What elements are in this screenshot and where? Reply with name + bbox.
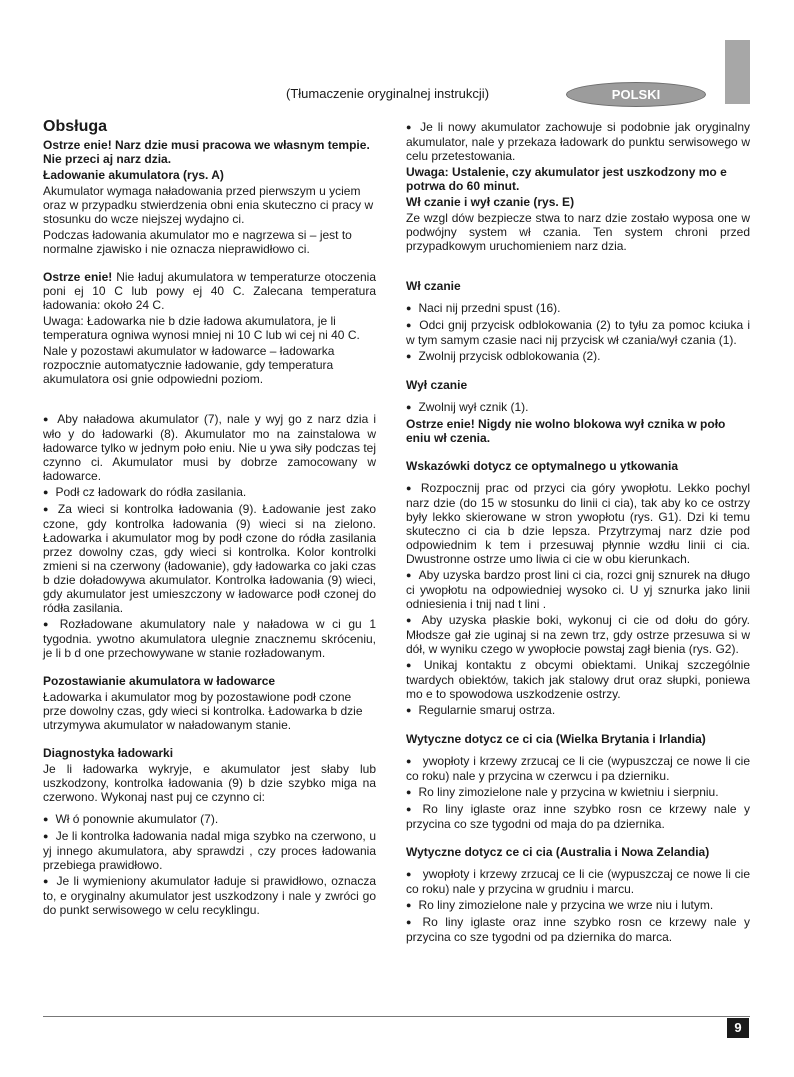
au-guidelines-heading: Wytyczne dotycz ce ci cia (Australia i Nowa Zelandia) bbox=[406, 845, 710, 859]
section-title: Obsługa bbox=[43, 118, 108, 135]
list-item: ● Za wieci si kontrolka ładowania (9). Ładowanie jest zako czone, gdy kontrolka ładowania (9) wieci si na zielono. Ładowarka i akumulator mog by podł czone do ródła zasilania przez dowolny czas, gdy wieci si kontrolka. Kolor kontrolki zmieni si na czerwony (ładowanie), gdy ładowarka co jaki czas b dzie doładowywa akumulator. Kontrolka ładowania (9) wieci, gdy akumulator jest umieszczony w ładowarce podł czonej do ródła zasilania. bbox=[43, 502, 376, 615]
list-item: ● Regularnie smaruj ostrza. bbox=[406, 703, 750, 718]
warning-body: Nie ładuj akumulatora w temperaturze otoczenia poni ej 10 C lub powy ej 40 C. Zalecana temperatura ładowania: około 24 C. bbox=[43, 270, 376, 312]
switch-heading: Wł czanie i wył czanie (rys. E) bbox=[406, 195, 575, 209]
list-item: ● Aby naładowa akumulator (7), nale y wyj go z narz dzia i wło y do ładowarki (8). Akumulator mo na zainstalowa w ładowarce tylko w jednym poło eniu. Nie u ywa siły podczas tej czynno ci. Akumulator musi by dobrze zamocowany w ładowarce. bbox=[43, 412, 376, 483]
warning-text: Ostrze enie! Nigdy nie wolno blokowa wył cznika w poło eniu wł czenia. bbox=[406, 417, 726, 445]
charger-leave-text: Nale y pozostawi akumulator w ładowarce – ładowarka rozpocznie automatycznie ładowanie, gdy temperatura akumulatora osi gnie odpowiedni poziom. bbox=[43, 344, 335, 386]
list-item: ● Wł ó ponownie akumulator (7). bbox=[43, 812, 376, 827]
warning-text: Uwaga: Ustalenie, czy akumulator jest uszkodzony mo e potrwa do 60 minut. bbox=[406, 165, 727, 193]
list-item: ● ywopłoty i krzewy zrzucaj ce li cie (wypuszczaj ce nowe li cie co roku) nale y przycina w grudniu i marcu. bbox=[406, 867, 750, 896]
charging-paragraph: Akumulator wymaga naładowania przed pierwszym u yciem oraz w przypadku stwierdzenia obni enia skuteczno ci pracy w stosunku do wcze niejszej wydajno ci. bbox=[43, 184, 374, 226]
charging-paragraph: Podczas ładowania akumulator mo e nagrzewa si – jest to normalne zjawisko i nie oznacza nieprawidłowo ci. bbox=[43, 228, 352, 256]
list-item: ● Naci nij przedni spust (16). bbox=[406, 301, 750, 316]
note-text: Uwaga: Ładowarka nie b dzie ładowa akumulatora, je li temperatura ogniwa wynosi mniej ni 10 C lub wi cej ni 40 C. bbox=[43, 314, 360, 342]
list-item: ● Ro liny iglaste oraz inne szybko rosn ce krzewy nale y przycina co sze tygodni od pa dziernika do marca. bbox=[406, 915, 750, 944]
list-item: ● Zwolnij wył cznik (1). bbox=[406, 400, 750, 415]
list-item: ● Aby uzyska bardzo prost lini ci cia, rozci gnij sznurek na długo ci ywopłotu na odpowiedniej wysoko ci. U yj sznurka jako linii odniesienia i tnij nad t lini . bbox=[406, 568, 750, 611]
charging-heading: Ładowanie akumulatora (rys. A) bbox=[43, 168, 224, 182]
list-item: ● Unikaj kontaktu z obcymi obiektami. Unikaj szczególnie twardych obiektów, takich jak stalowy drut oraz słupki, poniewa mo e to spowodowa uszkodzenie ostrzy. bbox=[406, 658, 750, 701]
list-item: ● ywopłoty i krzewy zrzucaj ce li cie (wypuszczaj ce nowe li cie co roku) nale y przycina w czerwcu i pa dzierniku. bbox=[406, 754, 750, 783]
list-item: ● Ro liny iglaste oraz inne szybko rosn ce krzewy nale y przycina co sze tygodni od maja do pa dziernika. bbox=[406, 802, 750, 831]
list-item: ● Je li kontrolka ładowania nadal miga szybko na czerwono, u yj innego akumulatora, aby sprawdzi , czy proces ładowania przebiega prawidłowo. bbox=[43, 829, 376, 872]
page-number: 9 bbox=[727, 1018, 749, 1038]
list-item: ● Ro liny zimozielone nale y przycina we wrze niu i lutym. bbox=[406, 898, 750, 913]
uk-guidelines-heading: Wytyczne dotycz ce ci cia (Wielka Brytania i Irlandia) bbox=[406, 732, 706, 746]
left-column bbox=[43, 118, 376, 919]
list-item: ● Zwolnij przycisk odblokowania (2). bbox=[406, 349, 750, 364]
warning-label: Ostrze enie! bbox=[43, 270, 113, 284]
right-column bbox=[406, 120, 750, 946]
list-item: ● Ro liny zimozielone nale y przycina w kwietniu i sierpniu. bbox=[406, 785, 750, 800]
diagnostics-heading: Diagnostyka ładowarki bbox=[43, 746, 174, 760]
list-item: ● Aby uzyska płaskie boki, wykonuj ci cie od dołu do góry. Młodsze gał zie uginaj si na zewn trz, gdy ostrze przesuwa si w dół, w wyniku czego w ywopłocie powstaj zagł bienia (rys. G2). bbox=[406, 613, 750, 656]
switch-paragraph: Ze wzgl dów bezpiecze stwa to narz dzie zostało wyposa one w podwójny system wł czania. Ten system chroni przed przypadkowym uruchomieniem narz dzia. bbox=[406, 211, 750, 253]
storage-heading: Pozostawianie akumulatora w ładowarce bbox=[43, 674, 276, 688]
section-tab bbox=[725, 40, 750, 104]
diagnostics-paragraph: Je li ładowarka wykryje, e akumulator jest słaby lub uszkodzony, kontrolka ładowania (9) b dzie szybko miga na czerwono. Wykonaj nast puj ce czynno ci: bbox=[43, 762, 376, 804]
list-item: ● Je li nowy akumulator zachowuje si podobnie jak oryginalny akumulator, nale y przekaza ładowark do punktu serwisowego w celu przetestowania. bbox=[406, 120, 750, 163]
storage-paragraph: Ładowarka i akumulator mog by pozostawione podł czone prze dowolny czas, gdy wieci si kontrolka. Ładowarka b dzie utrzymywa akumulator w naładowanym stanie. bbox=[43, 690, 363, 732]
warning-text: Ostrze enie! Narz dzie musi pracowa we własnym tempie. Nie przeci aj narz dzia. bbox=[43, 138, 370, 166]
list-item: ● Je li wymieniony akumulator ładuje si prawidłowo, oznacza to, e oryginalny akumulator jest uszkodzony i nale y zwróci go do punkt serwisowego w celu recyklingu. bbox=[43, 874, 376, 917]
temperature-warning bbox=[43, 270, 376, 312]
list-item: ● Rozładowane akumulatory nale y naładowa w ci gu 1 tygodnia. ywotno akumulatora ulegnie znacznemu skróceniu, je li b d one przechowywane w stanie rozładowanym. bbox=[43, 617, 376, 660]
list-item: ● Podł cz ładowark do ródła zasilania. bbox=[43, 485, 376, 500]
tips-heading: Wskazówki dotycz ce optymalnego u ytkowania bbox=[406, 459, 679, 473]
translation-note: (Tłumaczenie oryginalnej instrukcji) bbox=[286, 86, 490, 101]
list-item: ● Rozpocznij prac od przyci cia góry ywopłotu. Lekko pochyl narz dzie (do 15 w stosunku do linii ci cia), tak aby ko ce ostrzy były lekko skierowane w stron ywopłotu (rys. G1). Dzi ki temu skuteczno ci cia b dzie lepsza. Przytrzymaj narz dzie pod odpowiednim k tem i przesuwaj płynnie wzdłu linii ci cia. Dwustronne ostrze umo liwia ci cie w obu kierunkach. bbox=[406, 481, 750, 566]
footer-divider bbox=[43, 1016, 750, 1017]
switch-on-heading: Wł czanie bbox=[406, 279, 461, 293]
language-badge: POLSKI bbox=[566, 82, 706, 107]
list-item: ● Odci gnij przycisk odblokowania (2) to tyłu za pomoc kciuka i w tym samym czasie naci nij przycisk wł czania/wył czania (1). bbox=[406, 318, 750, 347]
switch-off-heading: Wył czanie bbox=[406, 378, 468, 392]
